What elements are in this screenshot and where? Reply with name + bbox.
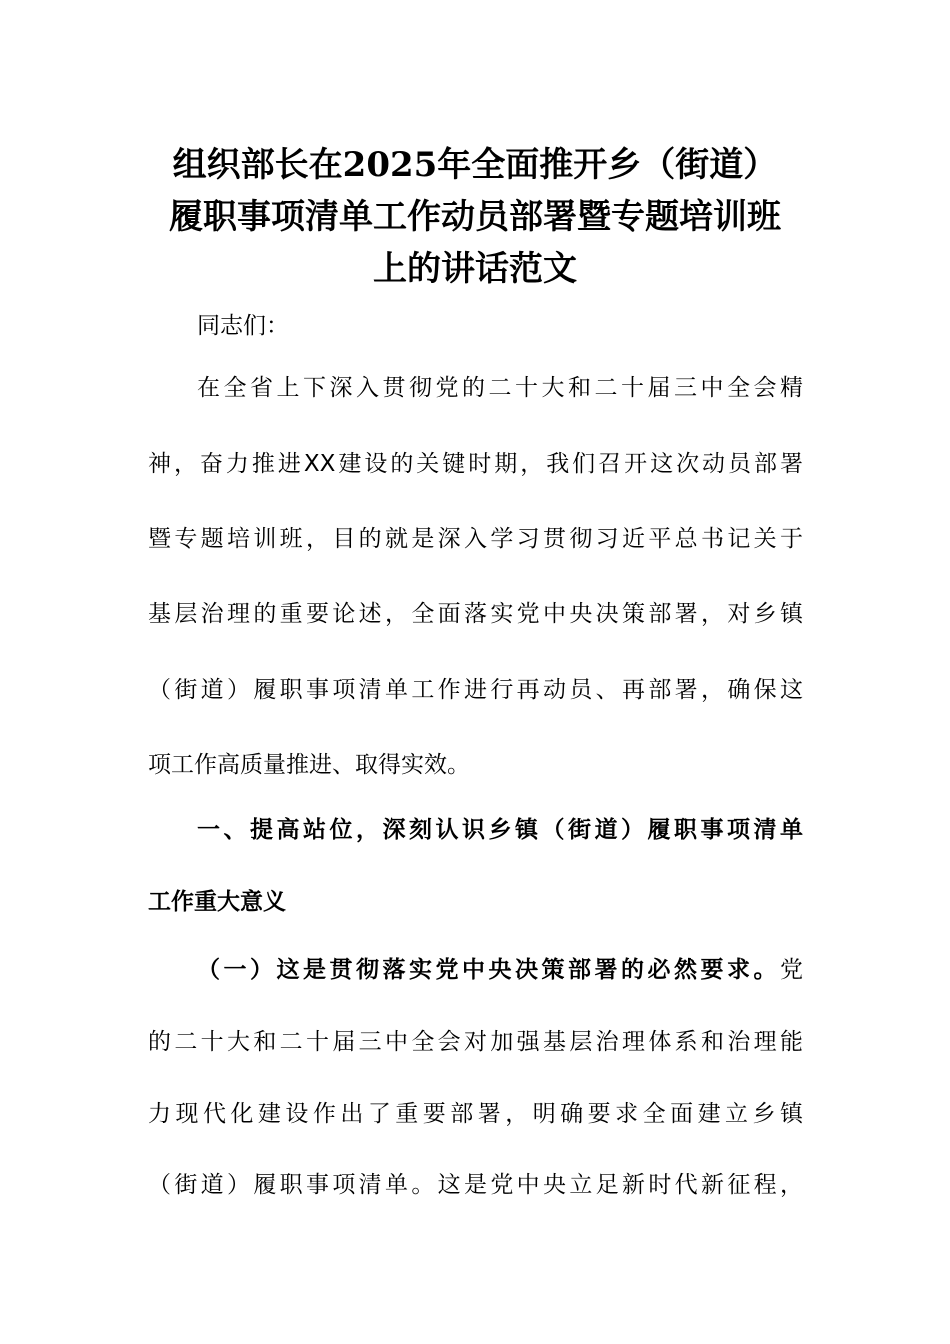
title-line-1: 组织部长在2025年全面推开乡（街道） bbox=[172, 145, 778, 185]
subsection1-line-4: （街道）履职事项清单。这是党中央立足新时代新征程， bbox=[148, 1172, 803, 1198]
intro-line-3: 暨专题培训班，目的就是深入学习贯彻习近平总书记关于 bbox=[148, 526, 803, 552]
intro-line-5: （街道）履职事项清单工作进行再动员、再部署，确保这 bbox=[148, 677, 803, 703]
subsection1-line-3: 力现代化建设作出了重要部署，明确要求全面建立乡镇 bbox=[148, 1101, 803, 1127]
section1-heading-line-1: 一、提高站位，深刻认识乡镇（街道）履职事项清单 bbox=[197, 817, 803, 843]
intro-line-1: 在全省上下深入贯彻党的二十大和二十届三中全会精 bbox=[197, 375, 803, 401]
subsection1-line-2: 的二十大和二十届三中全会对加强基层治理体系和治理能 bbox=[148, 1029, 803, 1055]
intro-line-2: 神，奋力推进XX建设的关键时期，我们召开这次动员部署 bbox=[148, 451, 803, 477]
intro-line-4: 基层治理的重要论述，全面落实党中央决策部署，对乡镇 bbox=[148, 601, 803, 627]
title-line-2: 履职事项清单工作动员部署暨专题培训班 bbox=[169, 197, 781, 237]
intro-line-6: 项工作高质量推进、取得实效。 bbox=[148, 752, 470, 778]
section1-heading-line-2: 工作重大意义 bbox=[148, 889, 286, 915]
title-line-3: 上的讲话范文 bbox=[373, 249, 577, 289]
salutation: 同志们： bbox=[197, 313, 289, 339]
subsection1-heading: （一）这是贯彻落实党中央决策部署的必然要求。 bbox=[197, 957, 780, 983]
subsection1-first-line bbox=[197, 952, 803, 988]
subsection1-first-line-rest: 党 bbox=[780, 957, 803, 983]
